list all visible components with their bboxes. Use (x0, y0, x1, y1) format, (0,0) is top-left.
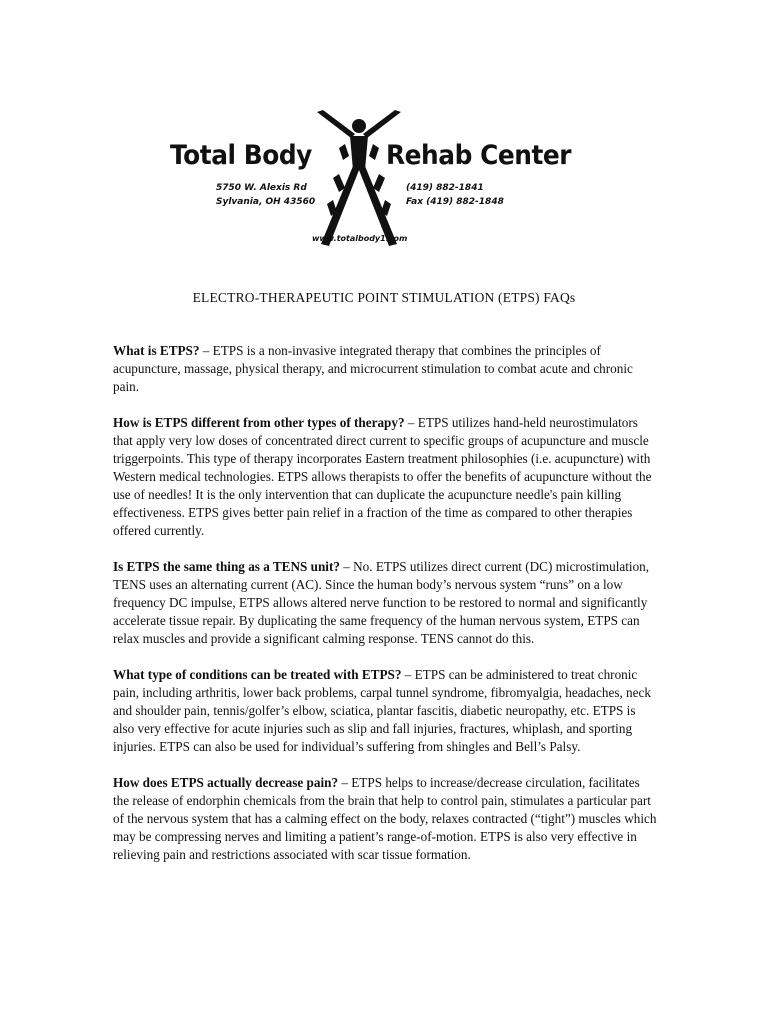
letterhead (164, 108, 604, 250)
contact-numbers (406, 181, 504, 209)
faq-item (113, 774, 658, 864)
phone-number: (419) 882-1841 (406, 183, 484, 193)
faq-item (113, 414, 658, 540)
faq-item (113, 558, 658, 648)
faq-answer: – ETPS is a non-invasive integrated therapy that combines the principles of acupuncture, massage, physical therapy, and microcurrent stimulation to combat acute and chronic pain. (113, 343, 633, 394)
document-title: ELECTRO-THERAPEUTIC POINT STIMULATION (ETPS) FAQs (192, 290, 576, 305)
faq-question: What is ETPS? (113, 343, 200, 358)
faq-answer: – ETPS utilizes hand-held neurostimulators that apply very low doses of concentrated direct current to specific groups of acupuncture and muscle triggerpoints. This type of therapy incorporates Eastern treatment philosophies (i.e. acupuncture) with Western medical technologies. ETPS allows therapists to offer the benefits of acupuncture without the use of needles! It is the only intervention that can duplicate the acupuncture needle's pain killing effectiveness. ETPS gives better pain relief in a fraction of the time as compared to other therapies offered currently. (113, 415, 652, 538)
faq-question: How does ETPS actually decrease pain? (113, 775, 339, 790)
street-address (216, 181, 315, 209)
faq-question: What type of conditions can be treated with ETPS? (113, 667, 402, 682)
faq-answer: – No. ETPS utilizes direct current (DC) microstimulation, TENS uses an alternating current (AC). Since the human body’s nervous system “runs” on a low frequency DC impulse, ETPS allows altered nerve function to be restored to normal and significantly accelerate tissue repair. By duplicating the same frequency of the human nervous system, ETPS can relax muscles and provide a significant calming response. TENS cannot do this. (113, 559, 650, 646)
faq-item (113, 342, 658, 396)
faq-question: How is ETPS different from other types of therapy? (113, 415, 405, 430)
faq-answer: – ETPS helps to increase/decrease circulation, facilitates the release of endorphin chemicals from the brain that help to control pain, stimulates a particular part of the nervous system that has a calming effect on the body, relaxes contracted (“tight”) muscles which may be compressing nerves and limiting a patient’s range-of-motion. ETPS is also very effective in relieving pain and restrictions associated with scar tissue formation. (113, 775, 657, 862)
faq-list (113, 342, 658, 882)
faq-question: Is ETPS the same thing as a TENS unit? (113, 559, 340, 574)
faq-answer: – ETPS can be administered to treat chronic pain, including arthritis, lower back problems, carpal tunnel syndrome, fibromyalgia, headaches, neck and shoulder pain, tennis/golfer’s elbow, sciatica, plantar fascitis, diabetic neuropathy, etc. ETPS is also very effective for acute injuries such as slip and fall injuries, fractures, whiplash, and sporting injuries. ETPS can also be used for individual’s suffering from shingles and Bell’s Palsy. (113, 667, 651, 754)
brand-name-left: Total Body (170, 140, 312, 171)
address-line-1: 5750 W. Alexis Rd (216, 183, 307, 193)
brand-name-right: Rehab Center (386, 140, 572, 171)
fax-number: Fax (419) 882-1848 (406, 197, 504, 207)
website-url: www.totalbody1.com (312, 234, 408, 243)
address-line-2: Sylvania, OH 43560 (216, 197, 316, 207)
faq-item (113, 666, 658, 756)
leaping-figure-logo (309, 108, 409, 250)
